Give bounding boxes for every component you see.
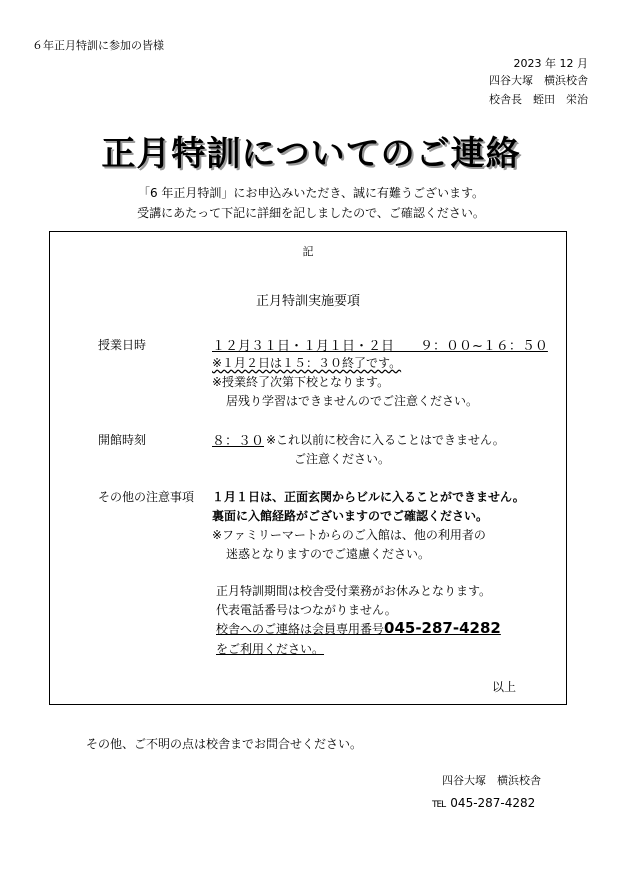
other-bold-2: 裏面に入館経路がございますのでご確認ください。: [212, 509, 489, 523]
opening-label: 開館時刻: [98, 433, 147, 447]
opening-note-1: ※これ以前に校舎に入ることはできません。: [266, 433, 505, 447]
closing-mark: 以上: [492, 680, 517, 694]
ki-mark: 記: [302, 245, 314, 258]
info-line-2: 代表電話番号はつながりません。: [216, 603, 397, 617]
info-line-3: [216, 618, 501, 637]
opening-time: ８：３０: [212, 434, 265, 449]
details-box: [49, 231, 567, 705]
info-line-4: をご利用ください。: [216, 642, 325, 656]
inquiry-note: その他、ご不明の点は校舎までお問合せください。: [86, 737, 363, 751]
schedule-note-2: ※授業終了次第下校となります。: [212, 375, 390, 389]
schedule-label: 授業日時: [98, 338, 147, 352]
date: 2023 年 12 月: [513, 57, 588, 70]
other-label: その他の注意事項: [98, 490, 195, 504]
member-phone-number: 045-287-4282: [384, 619, 501, 637]
school-name: 四谷大塚 横浜校舎: [489, 74, 588, 87]
intro-line-2: 受講にあたって下記に詳細を記しましたので、ご確認ください。: [137, 206, 485, 220]
footer-phone: [432, 792, 535, 811]
other-note-1: ※ファミリーマートからのご入館は、他の利用者の: [212, 528, 486, 542]
section-heading: 正月特訓実施要項: [255, 294, 360, 309]
footer-school: 四谷大塚 横浜校舎: [442, 774, 541, 787]
addressee: ６年正月特訓に参加の皆様: [32, 39, 164, 52]
info-line-1: 正月特訓期間は校舎受付業務がお休みとなります。: [216, 584, 492, 598]
tel-label: TEL: [432, 800, 446, 810]
info-line-3-prefix: 校舎へのご連絡は会員専用番号: [216, 622, 385, 636]
other-note-2: 迷惑となりますのでご遠慮ください。: [226, 547, 431, 561]
schedule-note-3: 居残り学習はできませんのでご注意ください。: [226, 394, 479, 408]
opening-note-2: ご注意ください。: [294, 452, 391, 466]
principal-name: 校舎長 蛭田 栄治: [489, 93, 588, 106]
schedule-dates: １２月３１日・１月１日・２日 ９：００~１６：５０: [212, 339, 548, 354]
page-title: 正月特訓についてのご連絡: [101, 134, 521, 174]
other-bold-1: １月１日は、正面玄関からビルに入ることができません。: [212, 490, 525, 504]
schedule-note-1: ※１月２日は１５：３０終了です。: [212, 356, 402, 370]
footer-phone-number: 045-287-4282: [450, 796, 536, 810]
intro-line-1: 「6 年正月特訓」にお申込みいただき、誠に有難うございます。: [137, 186, 484, 200]
